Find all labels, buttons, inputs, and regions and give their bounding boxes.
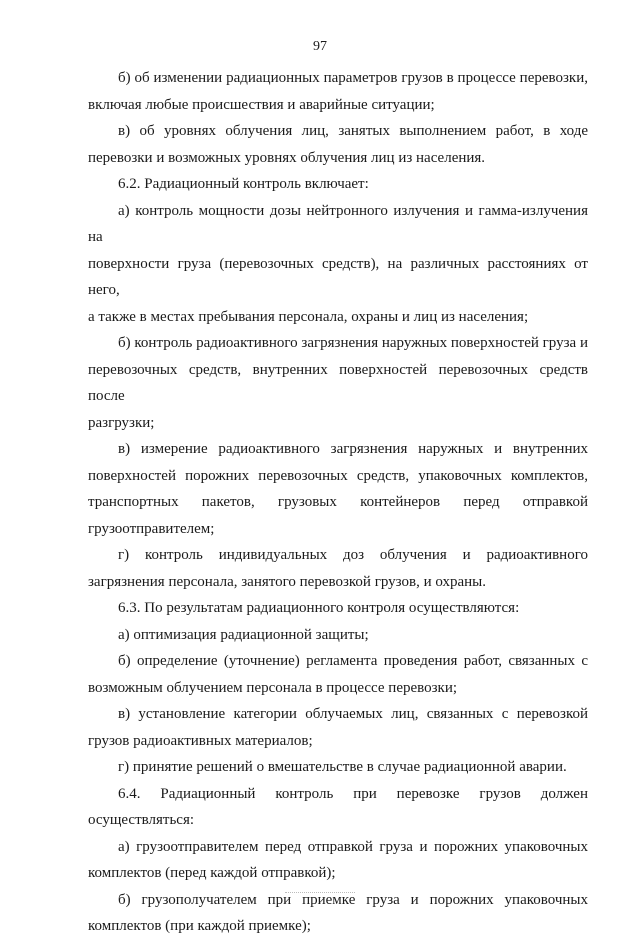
document-body (88, 65, 588, 940)
paragraph-6-2-b (88, 330, 588, 436)
text-line: а) оптимизация радиационной защиты; (118, 626, 369, 643)
paragraph-6-3-v (88, 701, 588, 754)
text-line: комплектов (перед каждой отправкой); (88, 865, 336, 881)
text-line: осуществляться: (88, 812, 195, 828)
paragraph-6-4-a (88, 834, 588, 887)
paragraph-6-2-v (88, 436, 588, 542)
text-line: б) об изменении радиационных параметров грузов в процессе перевозки, (118, 70, 588, 86)
text-line: г) принятие решений о вмешательстве в случае радиационной аварии. (118, 759, 567, 775)
text-line: поверхности груза (перевозочных средств), на различных расстояниях от него, (88, 255, 588, 298)
text-line: в) установление категории облучаемых лиц, связанных с перевозкой (118, 706, 588, 722)
paragraph-6-3-a (88, 622, 588, 649)
paragraph-6-1-b (88, 65, 588, 118)
page-number: 97 (313, 39, 327, 54)
text-line: а) грузоотправителем перед отправкой груза и порожних упаковочных (118, 838, 588, 855)
text-line: загрязнения персонала, занятого перевозкой грузов, и охраны. (88, 573, 486, 590)
scan-edge-mark (285, 892, 355, 893)
paragraph-6-2-a (88, 198, 588, 331)
text-line: перевозки и возможных уровнях облучения лиц из населения. (88, 149, 486, 166)
text-line: перевозочных средств, внутренних поверхностей перевозочных средств после (88, 361, 588, 404)
paragraph-6-3 (88, 595, 588, 622)
text-line: а) контроль мощности дозы нейтронного излучения и гамма-излучения на (88, 202, 588, 245)
text-line: возможным облучением персонала в процессе перевозки; (88, 679, 458, 696)
text-line: б) грузополучателем при приемке груза и порожних упаковочных (118, 891, 588, 908)
text-line: б) контроль радиоактивного загрязнения наружных поверхностей груза и (118, 335, 588, 351)
text-line: грузоотправителем; (88, 520, 215, 537)
text-line: в) об уровнях облучения лиц, занятых выполнением работ, в ходе (118, 123, 588, 139)
text-line: 6.4. Радиационный контроль при перевозке грузов должен (118, 785, 588, 802)
paragraph-6-3-b (88, 648, 588, 701)
text-line: разгрузки; (88, 414, 155, 431)
text-line: включая любые происшествия и аварийные ситуации; (88, 96, 435, 113)
text-line: 6.3. По результатам радиационного контроля осуществляются: (118, 600, 520, 616)
paragraph-6-3-g (88, 754, 588, 781)
text-line: комплектов (при каждой приемке); (88, 918, 311, 934)
text-line: г) контроль индивидуальных доз облучения и радиоактивного (118, 547, 588, 563)
paragraph-6-2-g (88, 542, 588, 595)
text-line: транспортных пакетов, грузовых контейнеров перед отправкой (88, 494, 588, 510)
text-line: в) измерение радиоактивного загрязнения наружных и внутренних (118, 441, 588, 457)
paragraph-6-1-v (88, 118, 588, 171)
paragraph-6-2 (88, 171, 588, 198)
text-line: б) определение (уточнение) регламента проведения работ, связанных с (118, 653, 588, 669)
text-line: поверхностей порожних перевозочных средств, упаковочных комплектов, (88, 467, 588, 484)
paragraph-6-4 (88, 781, 588, 834)
text-line: 6.2. Радиационный контроль включает: (118, 176, 369, 192)
paragraph-6-4-b (88, 887, 588, 940)
text-line: грузов радиоактивных материалов; (88, 732, 313, 749)
text-line: а также в местах пребывания персонала, охраны и лиц из населения; (88, 308, 529, 325)
